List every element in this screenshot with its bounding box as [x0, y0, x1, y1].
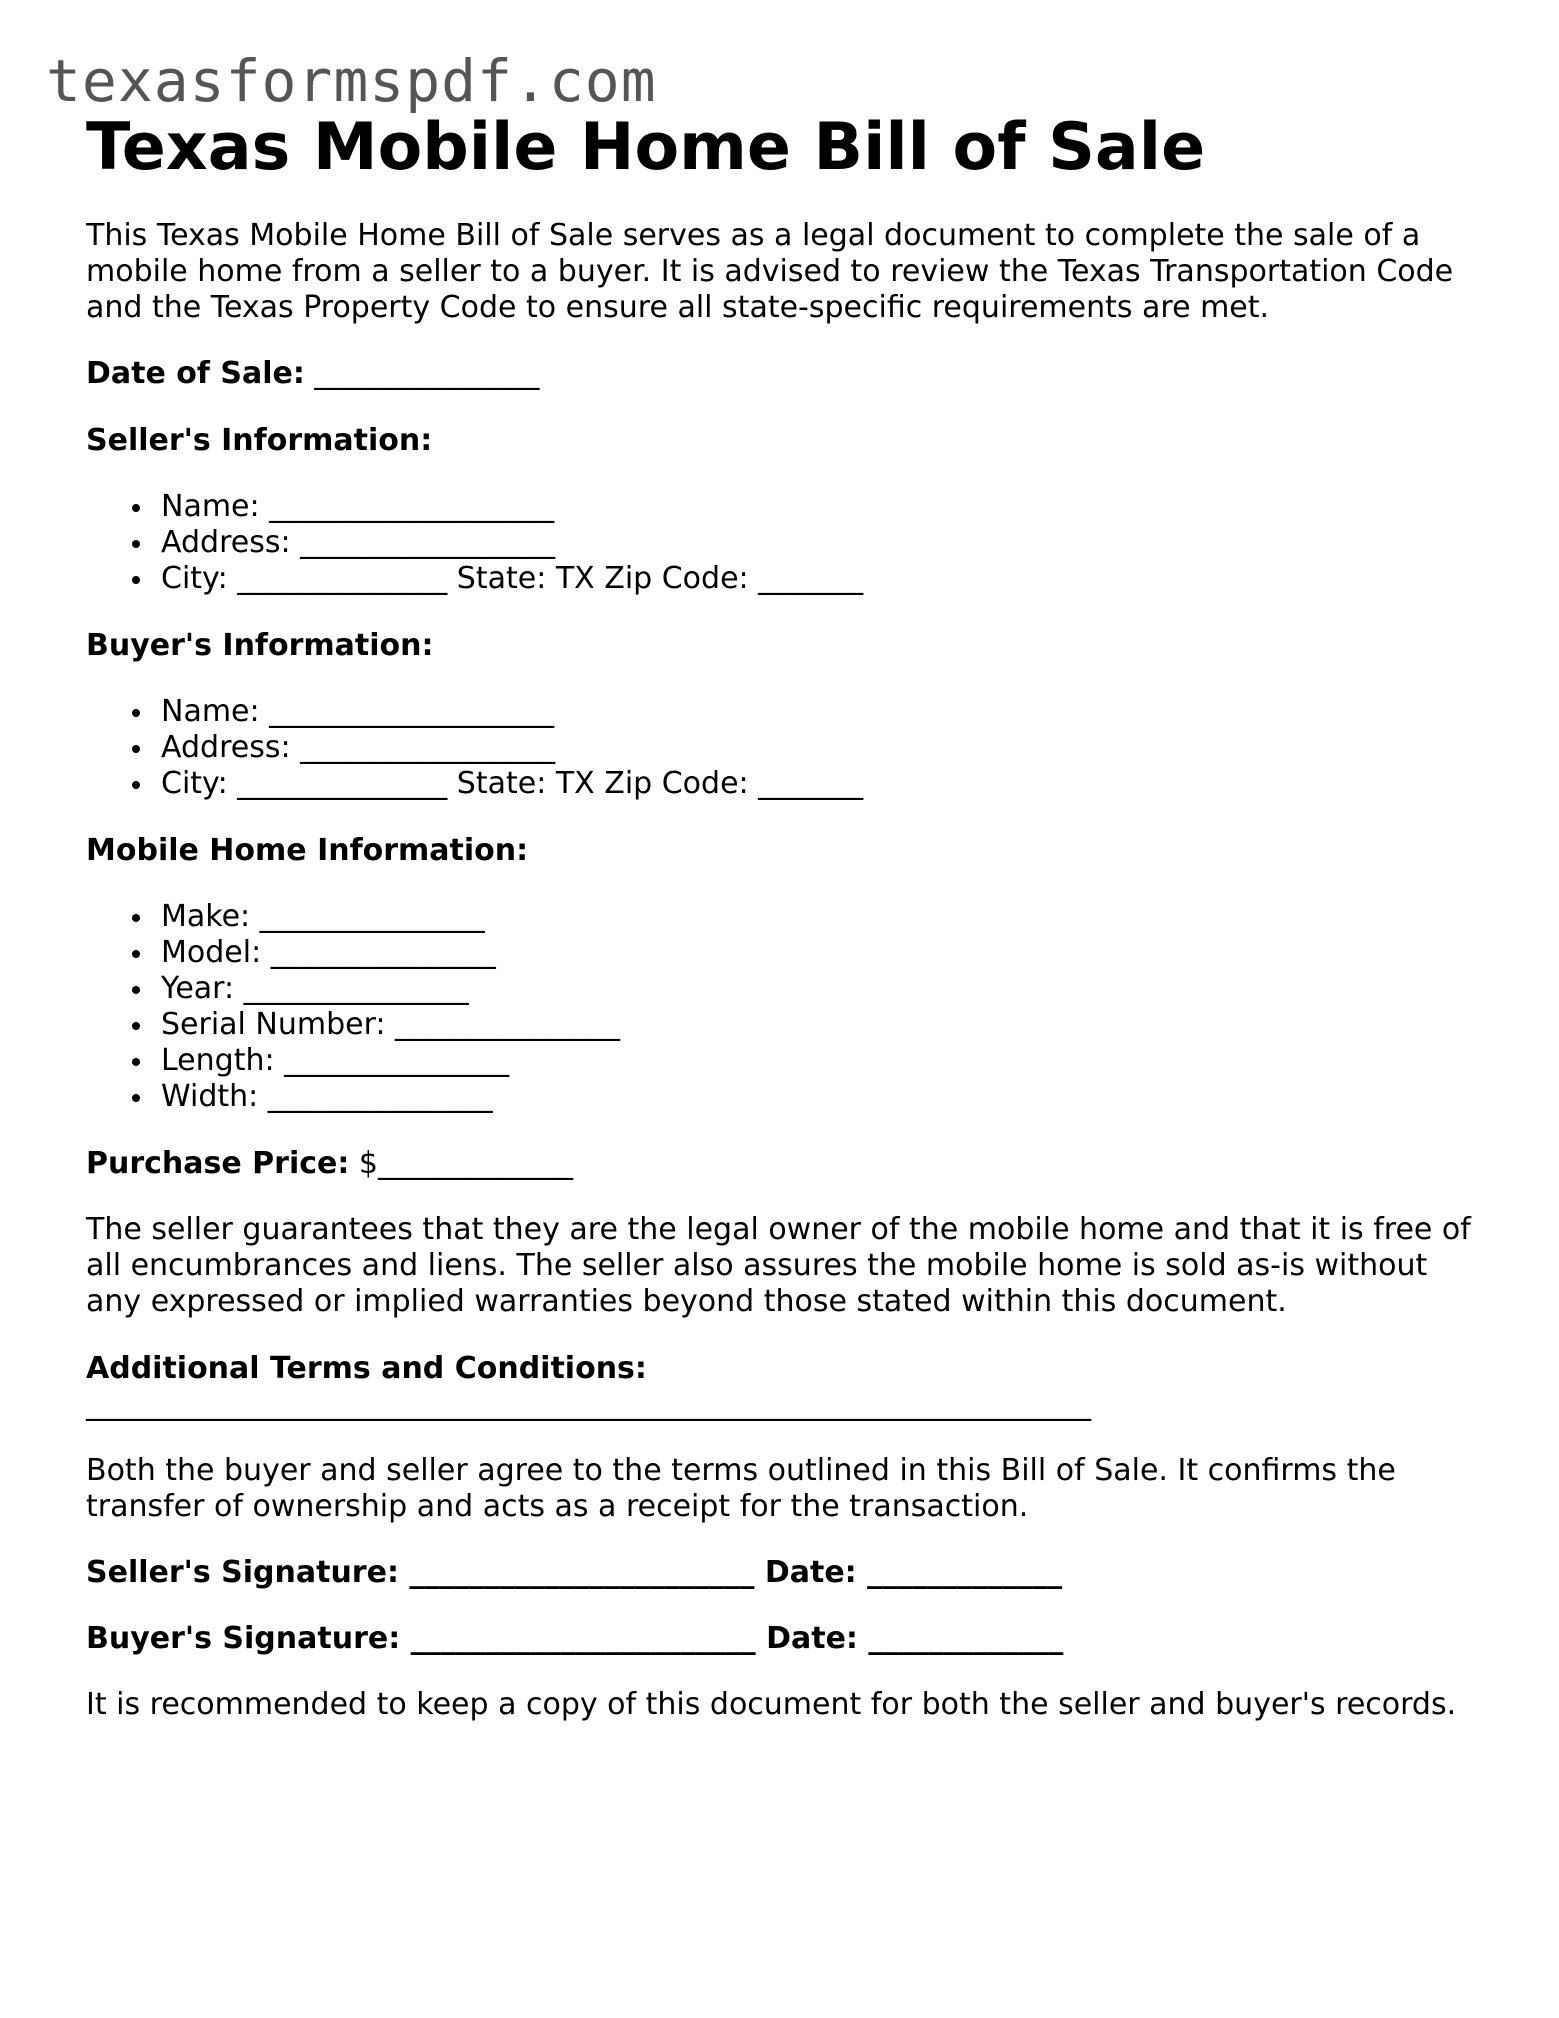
- agreement-paragraph: Both the buyer and seller agree to the terms outlined in this Bill of Sale. It confirms the transfer of ownership and acts as a receipt for the transaction.: [86, 1453, 1396, 1524]
- seller-address-field: Address: _________________: [161, 525, 1486, 561]
- mobile-home-info-heading: Mobile Home Information:: [86, 833, 529, 868]
- additional-terms-heading: Additional Terms and Conditions:: [86, 1351, 647, 1386]
- length-field: Length: _______________: [161, 1043, 1486, 1079]
- buyer-city-state-zip-field: City: ______________ State: TX Zip Code: _______: [161, 766, 1486, 802]
- closing-paragraph: It is recommended to keep a copy of this document for both the seller and buyer's records.: [86, 1687, 1457, 1722]
- document-page: [86, 108, 1486, 1723]
- watermark-text: texasformspdf.com: [46, 47, 657, 115]
- date-of-sale-field: [86, 356, 1486, 392]
- purchase-price-blank: $_____________: [358, 1146, 574, 1181]
- buyer-name-field: Name: ___________________: [161, 694, 1486, 730]
- guarantee-paragraph: The seller guarantees that they are the legal owner of the mobile home and that it is free of all encumbrances and liens. The seller also assures the mobile home is sold as-is without any expressed or implied warranties beyond those stated within this document.: [86, 1212, 1471, 1319]
- document-title: Texas Mobile Home Bill of Sale: [86, 110, 1206, 185]
- serial-number-field: Serial Number: _______________: [161, 1007, 1486, 1043]
- seller-info-list: [86, 489, 1486, 597]
- buyer-address-field: Address: _________________: [161, 730, 1486, 766]
- year-field: Year: _______________: [161, 971, 1486, 1007]
- seller-city-state-zip-field: City: ______________ State: TX Zip Code: _______: [161, 561, 1486, 597]
- buyer-signature-line: Buyer's Signature: _______________________ Date: _____________: [86, 1621, 1064, 1656]
- model-field: Model: _______________: [161, 935, 1486, 971]
- date-of-sale-blank: _______________: [314, 356, 540, 391]
- width-field: Width: _______________: [161, 1079, 1486, 1115]
- buyer-info-list: [86, 694, 1486, 802]
- mobile-home-info-list: [86, 899, 1486, 1115]
- purchase-price-field: [86, 1146, 1486, 1182]
- seller-info-heading: Seller's Information:: [86, 423, 433, 458]
- make-field: Make: _______________: [161, 899, 1486, 935]
- buyer-info-heading: Buyer's Information:: [86, 628, 434, 663]
- purchase-price-label: Purchase Price:: [86, 1146, 350, 1181]
- seller-name-field: Name: ___________________: [161, 489, 1486, 525]
- additional-terms-blank: ___________________________________________________________________: [86, 1387, 1091, 1422]
- date-of-sale-label: Date of Sale:: [86, 356, 305, 391]
- seller-signature-line: Seller's Signature: _______________________ Date: _____________: [86, 1555, 1063, 1590]
- intro-paragraph: This Texas Mobile Home Bill of Sale serves as a legal document to complete the sale of a mobile home from a seller to a buyer. It is advised to review the Texas Transportation Code and the Texas Property Code to ensure all state-specific requirements are met.: [86, 218, 1454, 325]
